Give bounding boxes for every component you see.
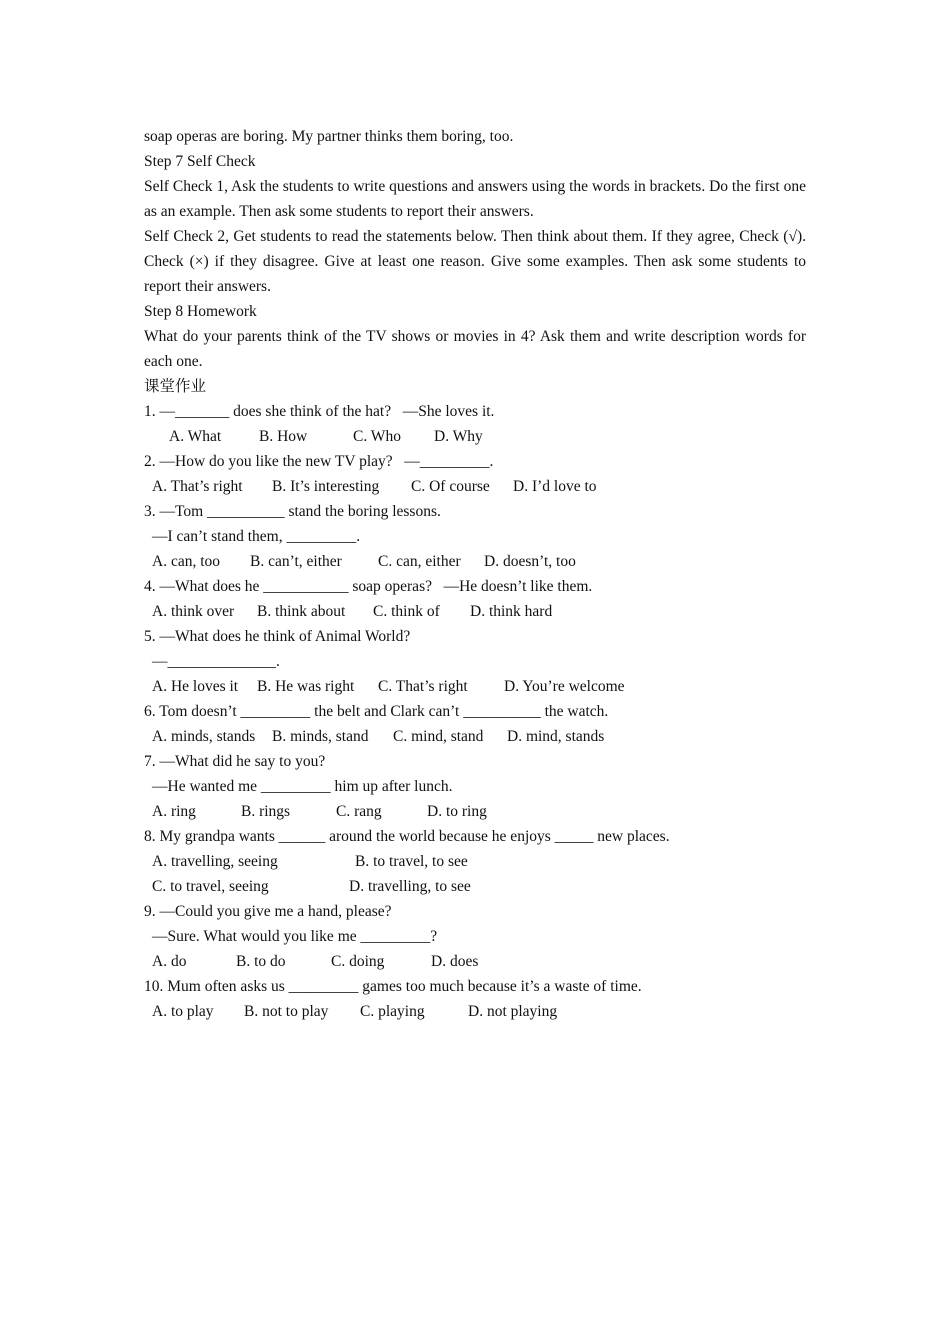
option: C. Of course bbox=[411, 478, 490, 495]
option: A. He loves it bbox=[152, 678, 239, 695]
option: D. mind, stands bbox=[507, 728, 605, 745]
option: B. It’s interesting bbox=[272, 478, 380, 495]
question-3-reply: —I can’t stand them, _________. bbox=[152, 528, 361, 545]
option: D. You’re welcome bbox=[504, 678, 625, 695]
document-page bbox=[144, 124, 806, 1024]
option: C. Who bbox=[353, 428, 401, 445]
question-8-options-row2 bbox=[144, 874, 806, 899]
option: C. doing bbox=[331, 953, 385, 970]
self-check-2: Self Check 2, Get students to read the statements below. Then think about them. If they agree, Check (√). Check (×) if they disagree. Give at least one reason. Give some examples. Then ask some students to report their answers. bbox=[144, 228, 806, 295]
option: A. think over bbox=[152, 603, 235, 620]
option: B. How bbox=[259, 428, 308, 445]
option: B. He was right bbox=[257, 678, 355, 695]
option: D. doesn’t, too bbox=[484, 553, 576, 570]
option: C. think of bbox=[373, 603, 440, 620]
question-4-options bbox=[144, 599, 806, 624]
question-8-stem: 8. My grandpa wants ______ around the world because he enjoys _____ new places. bbox=[144, 828, 670, 845]
option: A. can, too bbox=[152, 553, 221, 570]
question-10-stem: 10. Mum often asks us _________ games too much because it’s a waste of time. bbox=[144, 978, 642, 995]
option: B. think about bbox=[257, 603, 346, 620]
question-5-options bbox=[144, 674, 806, 699]
homework-text: What do your parents think of the TV shows or movies in 4? Ask them and write description words for each one. bbox=[144, 328, 806, 370]
option: D. not playing bbox=[468, 1003, 558, 1020]
question-2-options bbox=[144, 474, 806, 499]
option: D. Why bbox=[434, 428, 483, 445]
option: A. minds, stands bbox=[152, 728, 256, 745]
classwork-heading: 课堂作业 bbox=[144, 378, 207, 395]
option: B. to do bbox=[236, 953, 286, 970]
question-2-stem: 2. —How do you like the new TV play? —_________. bbox=[144, 453, 494, 470]
option: D. to ring bbox=[427, 803, 487, 820]
question-10-options bbox=[144, 999, 806, 1024]
question-6-options bbox=[144, 724, 806, 749]
option: B. minds, stand bbox=[272, 728, 369, 745]
question-4-stem: 4. —What does he ___________ soap operas? —He doesn’t like them. bbox=[144, 578, 593, 595]
step8-heading: Step 8 Homework bbox=[144, 303, 257, 320]
question-7-options bbox=[144, 799, 806, 824]
question-1-stem: 1. —_______ does she think of the hat? —She loves it. bbox=[144, 403, 495, 420]
option: C. playing bbox=[360, 1003, 425, 1020]
question-3-options bbox=[144, 549, 806, 574]
question-9-options bbox=[144, 949, 806, 974]
question-7-stem: 7. —What did he say to you? bbox=[144, 753, 326, 770]
option: D. travelling, to see bbox=[349, 878, 471, 895]
option: C. to travel, seeing bbox=[152, 878, 269, 895]
question-9-reply: —Sure. What would you like me _________? bbox=[152, 928, 438, 945]
option: C. mind, stand bbox=[393, 728, 484, 745]
option: A. That’s right bbox=[152, 478, 243, 495]
question-1-options bbox=[144, 424, 806, 449]
option: C. can, either bbox=[378, 553, 461, 570]
question-6-stem: 6. Tom doesn’t _________ the belt and Clark can’t __________ the watch. bbox=[144, 703, 609, 720]
option: D. does bbox=[431, 953, 479, 970]
option: B. rings bbox=[241, 803, 291, 820]
option: B. to travel, to see bbox=[355, 853, 468, 870]
option: A. to play bbox=[152, 1003, 214, 1020]
option: A. do bbox=[152, 953, 187, 970]
option: B. not to play bbox=[244, 1003, 329, 1020]
self-check-1: Self Check 1, Ask the students to write questions and answers using the words in brackets. Do the first one as an example. Then ask some students to report their answers. bbox=[144, 178, 806, 220]
option: A. travelling, seeing bbox=[152, 853, 278, 870]
step7-heading: Step 7 Self Check bbox=[144, 153, 256, 170]
question-5-reply: —______________. bbox=[152, 653, 280, 670]
option: A. ring bbox=[152, 803, 196, 820]
option: B. can’t, either bbox=[250, 553, 342, 570]
question-7-reply: —He wanted me _________ him up after lunch. bbox=[152, 778, 453, 795]
question-8-options-row1 bbox=[144, 849, 806, 874]
question-9-stem: 9. —Could you give me a hand, please? bbox=[144, 903, 392, 920]
option: A. What bbox=[169, 428, 222, 445]
option: D. I’d love to bbox=[513, 478, 597, 495]
question-5-stem: 5. —What does he think of Animal World? bbox=[144, 628, 411, 645]
option: D. think hard bbox=[470, 603, 553, 620]
question-3-stem: 3. —Tom __________ stand the boring lessons. bbox=[144, 503, 441, 520]
option: C. rang bbox=[336, 803, 382, 820]
intro-line: soap operas are boring. My partner thinks them boring, too. bbox=[144, 128, 514, 145]
option: C. That’s right bbox=[378, 678, 468, 695]
